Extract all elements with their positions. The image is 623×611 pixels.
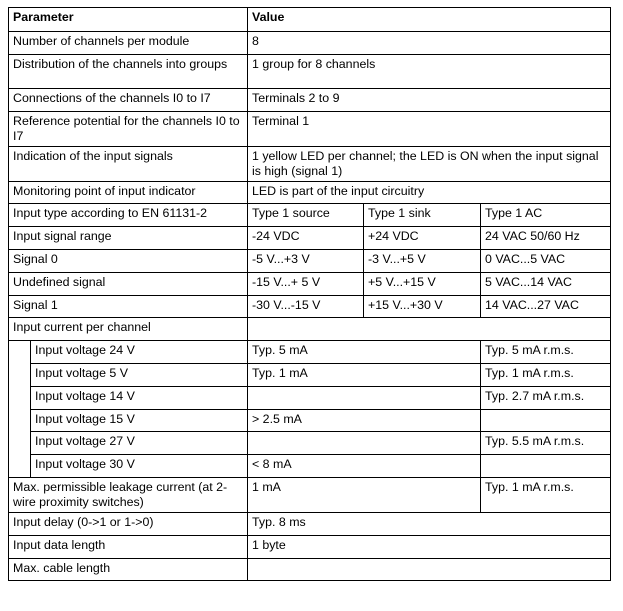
param-label: Undefined signal <box>9 272 248 295</box>
table-row <box>9 88 611 111</box>
table-row <box>9 54 611 88</box>
param-label: Input voltage 15 V <box>31 409 248 432</box>
param-label: Reference potential for the channels I0 to I7 <box>9 111 248 146</box>
sink-value: -3 V...+5 V <box>364 249 481 272</box>
table-row <box>9 181 611 204</box>
param-value: 1 group for 8 channels <box>248 54 611 88</box>
table-row <box>9 227 611 250</box>
dc-value <box>248 432 481 455</box>
table-row <box>9 455 611 478</box>
param-label: Input voltage 5 V <box>31 363 248 386</box>
source-value: -15 V...+ 5 V <box>248 272 364 295</box>
ac-value: Typ. 1 mA r.m.s. <box>481 363 611 386</box>
dc-value: > 2.5 mA <box>248 409 481 432</box>
ac-value <box>481 455 611 478</box>
dc-value: 1 mA <box>248 477 481 512</box>
indent-cell <box>9 432 31 455</box>
ac-value: Typ. 1 mA r.m.s. <box>481 477 611 512</box>
sink-value: +15 V...+30 V <box>364 295 481 318</box>
param-value: Terminals 2 to 9 <box>248 88 611 111</box>
table-row <box>9 32 611 55</box>
spec-table <box>8 7 611 581</box>
param-label: Input voltage 14 V <box>31 386 248 409</box>
indent-cell <box>9 341 31 364</box>
param-value: Terminal 1 <box>248 111 611 146</box>
param-label: Input voltage 27 V <box>31 432 248 455</box>
param-label: Signal 0 <box>9 249 248 272</box>
param-label: Input voltage 30 V <box>31 455 248 478</box>
param-value: 1 yellow LED per channel; the LED is ON when the input signal is high (signal 1) <box>248 146 611 181</box>
dc-value: < 8 mA <box>248 455 481 478</box>
table-row <box>9 272 611 295</box>
param-label: Input delay (0->1 or 1->0) <box>9 512 248 535</box>
table-row <box>9 341 611 364</box>
param-value: 1 byte <box>248 535 611 558</box>
ac-value: Typ. 2.7 mA r.m.s. <box>481 386 611 409</box>
param-label: Input voltage 24 V <box>31 341 248 364</box>
sink-value: +5 V...+15 V <box>364 272 481 295</box>
param-label: Max. permissible leakage current (at 2-wire proximity switches) <box>9 477 248 512</box>
table-row <box>9 432 611 455</box>
header-parameter: Parameter <box>9 8 248 32</box>
param-label: Input type according to EN 61131-2 <box>9 204 248 227</box>
param-value <box>248 558 611 581</box>
indent-cell <box>9 455 31 478</box>
table-row <box>9 204 611 227</box>
param-label: Input current per channel <box>9 318 248 341</box>
param-label: Indication of the input signals <box>9 146 248 181</box>
param-label: Input signal range <box>9 227 248 250</box>
source-value: -24 VDC <box>248 227 364 250</box>
indent-cell <box>9 386 31 409</box>
sink-value: +24 VDC <box>364 227 481 250</box>
table-row <box>9 318 611 341</box>
param-value: Typ. 8 ms <box>248 512 611 535</box>
param-label: Max. cable length <box>9 558 248 581</box>
param-label: Monitoring point of input indicator <box>9 181 248 204</box>
source-value: -30 V...-15 V <box>248 295 364 318</box>
ac-value: 0 VAC...5 VAC <box>481 249 611 272</box>
table-row <box>9 535 611 558</box>
source-value: Type 1 source <box>248 204 364 227</box>
table-row <box>9 409 611 432</box>
table-row <box>9 477 611 512</box>
param-value <box>248 318 611 341</box>
ac-value: 14 VAC...27 VAC <box>481 295 611 318</box>
param-label: Connections of the channels I0 to I7 <box>9 88 248 111</box>
table-row <box>9 295 611 318</box>
header-value: Value <box>248 8 611 32</box>
header-row <box>9 8 611 32</box>
ac-value: 5 VAC...14 VAC <box>481 272 611 295</box>
ac-value: Type 1 AC <box>481 204 611 227</box>
table-row <box>9 146 611 181</box>
table-row <box>9 363 611 386</box>
ac-value: Typ. 5.5 mA r.m.s. <box>481 432 611 455</box>
source-value: -5 V...+3 V <box>248 249 364 272</box>
param-label: Number of channels per module <box>9 32 248 55</box>
ac-value: 24 VAC 50/60 Hz <box>481 227 611 250</box>
sink-value: Type 1 sink <box>364 204 481 227</box>
param-label: Signal 1 <box>9 295 248 318</box>
param-label: Input data length <box>9 535 248 558</box>
table-row <box>9 558 611 581</box>
dc-value: Typ. 1 mA <box>248 363 481 386</box>
ac-value: Typ. 5 mA r.m.s. <box>481 341 611 364</box>
table-row <box>9 111 611 146</box>
ac-value <box>481 409 611 432</box>
table-row <box>9 249 611 272</box>
param-value: 8 <box>248 32 611 55</box>
param-label: Distribution of the channels into groups <box>9 54 248 88</box>
table-row <box>9 386 611 409</box>
dc-value: Typ. 5 mA <box>248 341 481 364</box>
indent-cell <box>9 363 31 386</box>
param-value: LED is part of the input circuitry <box>248 181 611 204</box>
table-row <box>9 512 611 535</box>
dc-value <box>248 386 481 409</box>
indent-cell <box>9 409 31 432</box>
